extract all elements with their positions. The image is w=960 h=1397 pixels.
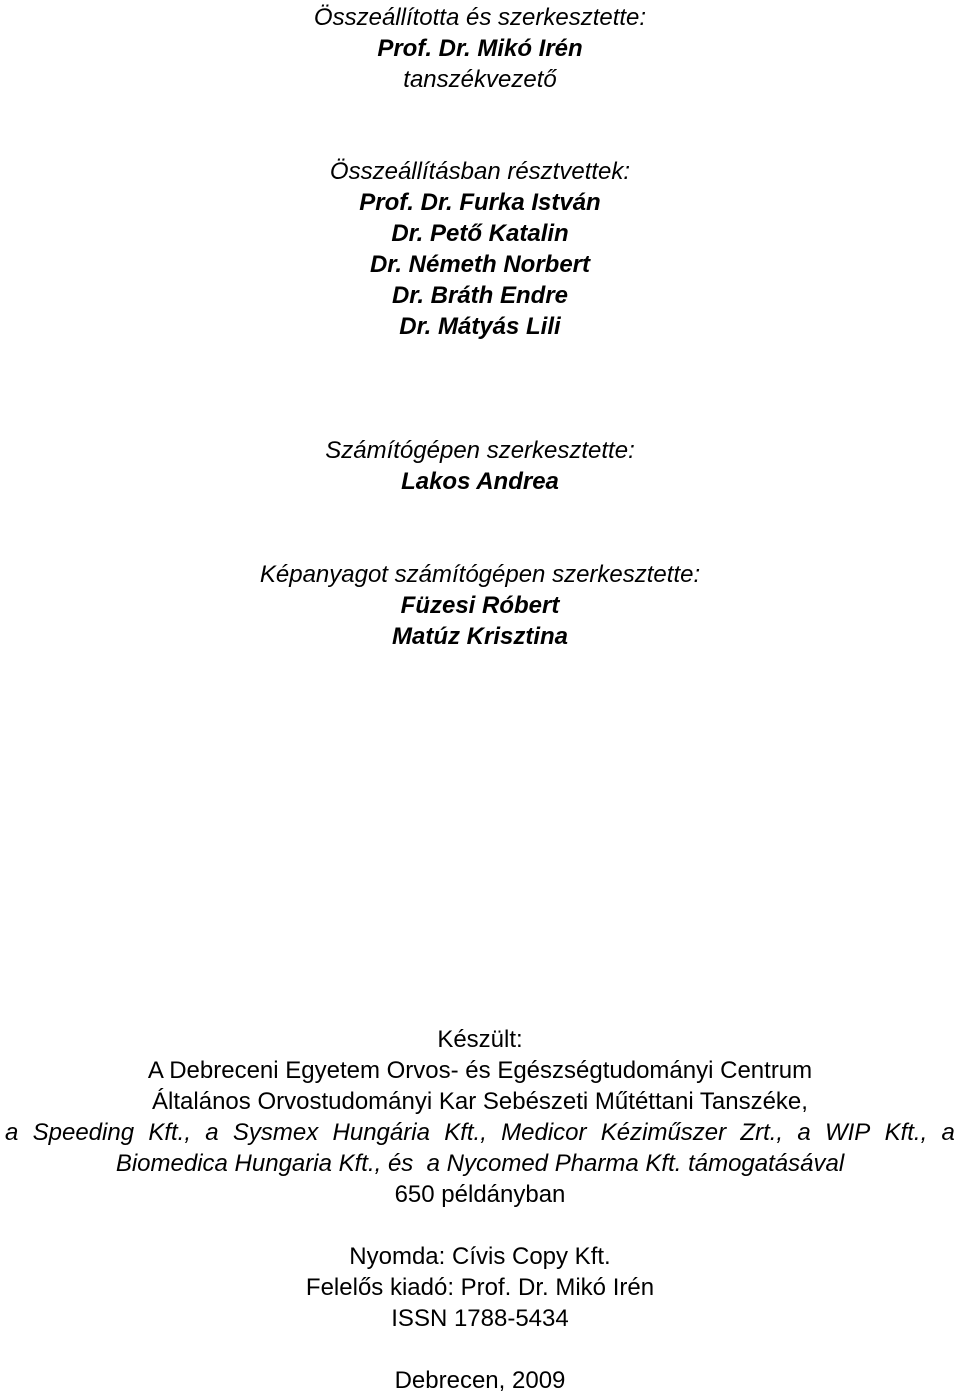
sponsors-line-2: Biomedica Hungaria Kft., és a Nycomed Pharma Kft. támogatásával <box>115 1150 845 1177</box>
sponsor-word: Kéziműszer <box>600 1119 727 1146</box>
participants-label: Összeállításban résztvettek: <box>329 158 631 185</box>
sponsor-word: Speeding <box>32 1119 135 1146</box>
printer-line: Nyomda: Cívis Copy Kft. <box>349 1243 611 1270</box>
computer-editor-label: Számítógépen szerkesztette: <box>325 437 635 464</box>
sponsor-word: Kft., <box>148 1119 192 1146</box>
participant-item: Dr. Németh Norbert <box>369 251 591 278</box>
participant-item: Dr. Mátyás Lili <box>399 313 561 340</box>
sponsor-word: Kft., <box>444 1119 487 1146</box>
image-editor-label: Képanyagot számítógépen szerkesztette: <box>259 561 701 588</box>
sponsor-word: a <box>797 1119 811 1146</box>
sponsor-word: a <box>941 1119 955 1146</box>
sponsor-word: Medicor <box>501 1119 587 1146</box>
sponsor-word: WIP <box>824 1119 871 1146</box>
sponsor-word: Hungária <box>332 1119 430 1146</box>
institution-line-1: A Debreceni Egyetem Orvos- és Egészségtudományi Centrum <box>147 1057 813 1084</box>
made-label: Készült: <box>437 1026 523 1053</box>
sponsor-word: Zrt., <box>740 1119 784 1146</box>
institution-line-2: Általános Orvostudományi Kar Sebészeti Műtéttani Tanszéke, <box>152 1088 808 1115</box>
sponsors-line <box>5 1117 955 1149</box>
computer-editor-name: Lakos Andrea <box>401 468 559 495</box>
issn-line: ISSN 1788-5434 <box>391 1305 569 1332</box>
image-editor-name: Matúz Krisztina <box>391 623 568 650</box>
compiled-name: Prof. Dr. Mikó Irén <box>377 35 583 62</box>
image-editor-name: Füzesi Róbert <box>400 592 560 619</box>
sponsor-word: a <box>5 1119 19 1146</box>
participant-item: Dr. Pető Katalin <box>391 220 569 247</box>
copies-count: 650 példányban <box>394 1181 566 1208</box>
sponsor-word: Kft., <box>884 1119 928 1146</box>
place-date: Debrecen, 2009 <box>394 1367 566 1394</box>
publisher-line: Felelős kiadó: Prof. Dr. Mikó Irén <box>305 1274 655 1301</box>
compiled-role: tanszékvezető <box>403 66 557 93</box>
participant-item: Prof. Dr. Furka István <box>359 189 601 216</box>
sponsor-word: a <box>205 1119 219 1146</box>
sponsor-word: Sysmex <box>232 1119 319 1146</box>
compiled-label: Összeállította és szerkesztette: <box>313 4 647 31</box>
participant-item: Dr. Bráth Endre <box>391 282 569 309</box>
